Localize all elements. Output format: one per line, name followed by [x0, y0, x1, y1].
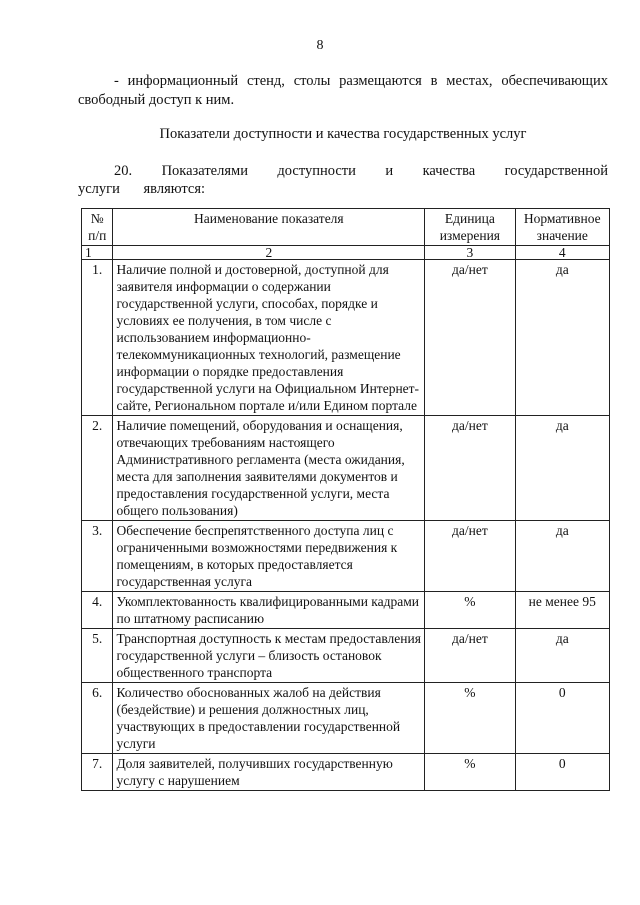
table-row — [82, 592, 610, 629]
row-indicator-name: Укомплектованность квалифицированными кадрами по штатному расписанию — [113, 592, 425, 629]
row-indicator-name: Наличие полной и достоверной, доступной для заявителя информации о содержании государственной услуги, способах, порядке и условиях ее получения, в том числе с использованием информационно-телекоммуникационных технологий, размещение информации о порядке предоставления государственной услуги на Официальном Интернет-сайте, Региональном портале и/или Едином портале — [113, 260, 425, 416]
header-unit: Единица измерения — [425, 209, 515, 246]
column-number-2: 2 — [113, 246, 425, 260]
page-number: 8 — [316, 38, 324, 53]
column-number-3: 3 — [425, 246, 515, 260]
table-header-row — [82, 209, 610, 246]
row-indicator-name: Количество обоснованных жалоб на действия (бездействие) и решения должностных лиц, участвующих в предоставлении государственной услуги — [113, 683, 425, 754]
table-row — [82, 260, 610, 416]
table-row — [82, 629, 610, 683]
row-unit: да/нет — [425, 260, 515, 416]
row-indicator-name: Доля заявителей, получивших государственную услугу с нарушением — [113, 754, 425, 791]
row-normative-value: да — [515, 260, 609, 416]
column-number-1: 1 — [82, 246, 113, 260]
row-unit: да/нет — [425, 416, 515, 521]
table-row — [82, 683, 610, 754]
section-title: Показатели доступности и качества государственных услуг — [159, 126, 527, 142]
row-indicator-name: Обеспечение беспрепятственного доступа лиц с ограниченными возможностями передвижения к помещениям, в которых предоставляется государственная услуга — [113, 521, 425, 592]
table-row — [82, 521, 610, 592]
row-normative-value: да — [515, 416, 609, 521]
row-unit: да/нет — [425, 629, 515, 683]
table-row — [82, 754, 610, 791]
row-number: 5. — [82, 629, 113, 683]
row-normative-value: 0 — [515, 754, 609, 791]
header-number: № п/п — [82, 209, 113, 246]
column-number-4: 4 — [515, 246, 609, 260]
row-number: 7. — [82, 754, 113, 791]
row-unit: % — [425, 754, 515, 791]
indicators-intro-paragraph: 20. Показателями доступности и качества государственной услуги являются: — [78, 163, 608, 197]
row-normative-value: 0 — [515, 683, 609, 754]
header-indicator-name: Наименование показателя — [113, 209, 425, 246]
row-number: 2. — [82, 416, 113, 521]
row-unit: да/нет — [425, 521, 515, 592]
row-unit: % — [425, 683, 515, 754]
row-number: 4. — [82, 592, 113, 629]
row-indicator-name: Наличие помещений, оборудования и оснащения, отвечающих требованиям настоящего Административного регламента (места ожидания, места для заполнения заявителями документов и предоставления государственной услуги, места общего пользования) — [113, 416, 425, 521]
row-indicator-name: Транспортная доступность к местам предоставления государственной услуги – близость остановок общественного транспорта — [113, 629, 425, 683]
table-row — [82, 416, 610, 521]
header-normative-value: Нормативное значение — [515, 209, 609, 246]
indicators-table — [81, 208, 610, 791]
row-normative-value: не менее 95 — [515, 592, 609, 629]
row-number: 6. — [82, 683, 113, 754]
row-normative-value: да — [515, 521, 609, 592]
row-normative-value: да — [515, 629, 609, 683]
row-number: 3. — [82, 521, 113, 592]
info-stand-paragraph: - информационный стенд, столы размещаются в местах, обеспечивающих свободный доступ к ним. — [78, 73, 608, 108]
row-unit: % — [425, 592, 515, 629]
row-number: 1. — [82, 260, 113, 416]
column-numbers-row — [82, 246, 610, 260]
